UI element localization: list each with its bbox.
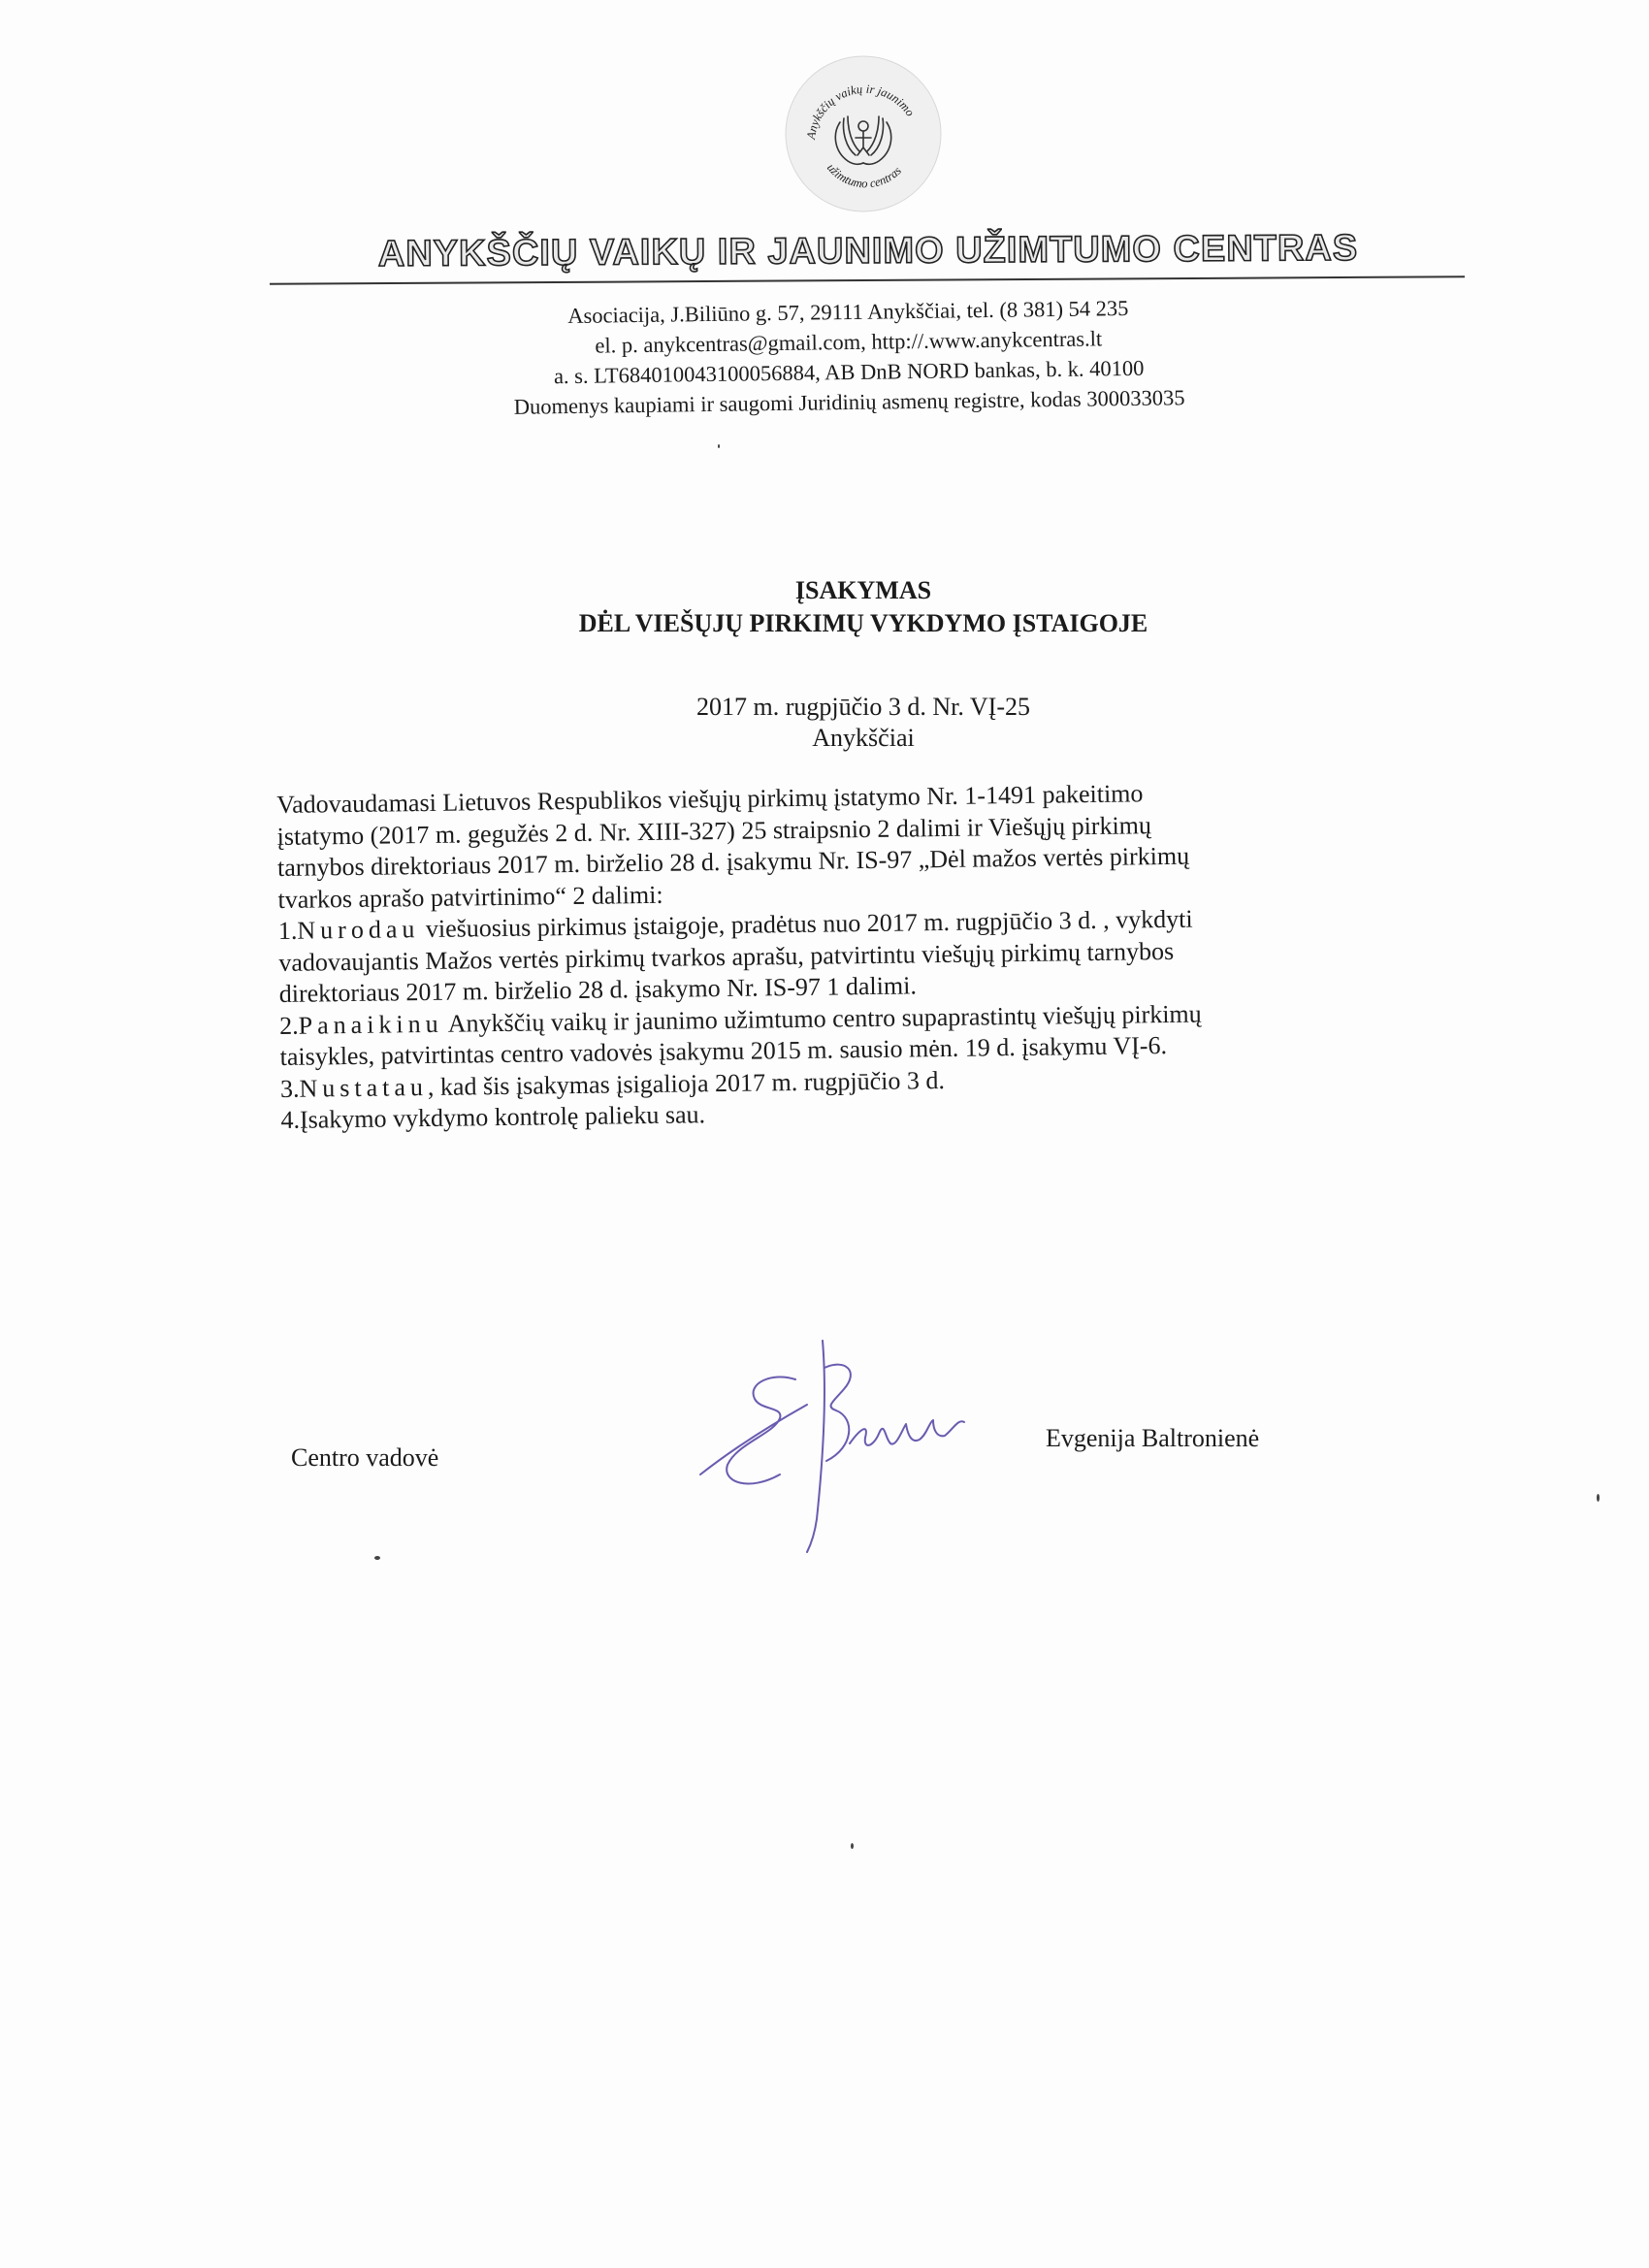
scan-speck	[851, 1843, 854, 1849]
organization-logo	[784, 54, 944, 214]
scan-speck	[1597, 1494, 1600, 1502]
header-divider	[270, 275, 1465, 285]
handwritten-signature	[679, 1329, 1009, 1571]
intro-line: tarnybos direktoriaus 2017 m. birželio 28 d. įsakymu Nr. IS-97 „Dėl mažos vertės pirkimų	[276, 841, 1190, 882]
item-text: viešuosius pirkimus įstaigoje, pradėtus nuo 2017 m. rugpjūčio 3 d. , vykdyti	[419, 904, 1193, 944]
document-date: 2017 m. rugpjūčio 3 d. Nr. VĮ-25	[696, 693, 1030, 721]
organization-name: ANYKŠČIŲ VAIKŲ IR JAUNIMO UŽIMTUMO CENTRAS	[377, 227, 1359, 275]
document-title	[388, 574, 1339, 640]
intro-line: įstatymo (2017 m. gegužės 2 d. Nr. XIII-327) 25 straipsnio 2 dalimi ir Viešųjų pirkimų	[276, 810, 1152, 851]
document-date-block	[388, 692, 1339, 754]
item-text: , kad šis įsakymas įsigalioja 2017 m. rugpjūčio 3 d.	[427, 1065, 946, 1101]
scan-speck	[374, 1556, 380, 1560]
contact-address: Asociacija, J.Biliūno g. 57, 29111 Anykščiai, tel. (8 381) 54 235	[567, 295, 1129, 329]
order-item-2-cont: taisykles, patvirtintas centro vadovės įsakymu 2015 m. sausio mėn. 19 d. įsakymu VĮ-6.	[279, 1031, 1168, 1071]
order-item-1-cont: direktoriaus 2017 m. birželio 28 d. įsakymo Nr. IS-97 1 dalimi.	[278, 971, 918, 1008]
item-number: 2.	[278, 1011, 299, 1040]
item-text: Anykščių vaikų ir jaunimo užimtumo centro supaprastintų viešųjų pirkimų	[442, 999, 1202, 1038]
item-number: 1.	[277, 916, 298, 945]
contact-registry: Duomenys kaupiami ir saugomi Juridinių asmenų registre, kodas 300033035	[513, 385, 1185, 419]
title-line-2: DĖL VIEŠŲJŲ PIRKIMŲ VYKDYMO ĮSTAIGOJE	[578, 609, 1148, 637]
signer-position: Centro vadovė	[291, 1443, 439, 1472]
scan-speck	[718, 444, 720, 448]
item-number: 3.	[279, 1074, 300, 1103]
item-verb: Panaikinu	[298, 1009, 443, 1040]
logo-text-bottom: užimtumo centras	[824, 160, 904, 191]
item-verb: Nustatau	[299, 1072, 429, 1103]
item-text: Įsakymo vykdymo kontrolę palieku sau.	[299, 1100, 706, 1134]
contact-web: el. p. anykcentras@gmail.com, http://.www.anykcentras.lt	[595, 326, 1103, 358]
document-body	[276, 773, 1542, 1136]
signer-name: Evgenija Baltronienė	[1046, 1424, 1260, 1452]
document-place: Anykščiai	[812, 724, 915, 752]
intro-line: Vadovaudamasi Lietuvos Respublikos viešųjų pirkimų įstatymo Nr. 1-1491 pakeitimo	[276, 779, 1144, 819]
order-item-1-cont: vadovaujantis Mažos vertės pirkimų tvarkos aprašu, patvirtintu viešųjų pirkimų tarnybos	[278, 936, 1175, 977]
contact-block	[348, 290, 1349, 424]
item-verb: Nurodau	[297, 915, 420, 945]
intro-line: tvarkos aprašo patvirtinimo“ 2 dalimi:	[277, 880, 663, 914]
item-number: 4.	[280, 1105, 301, 1134]
contact-bank: a. s. LT684010043100056884, AB DnB NORD bankas, b. k. 40100	[553, 355, 1145, 389]
logo-text-top: Anykščių vaikų ir jaunimo	[803, 81, 918, 141]
title-line-1: ĮSAKYMAS	[794, 576, 932, 604]
